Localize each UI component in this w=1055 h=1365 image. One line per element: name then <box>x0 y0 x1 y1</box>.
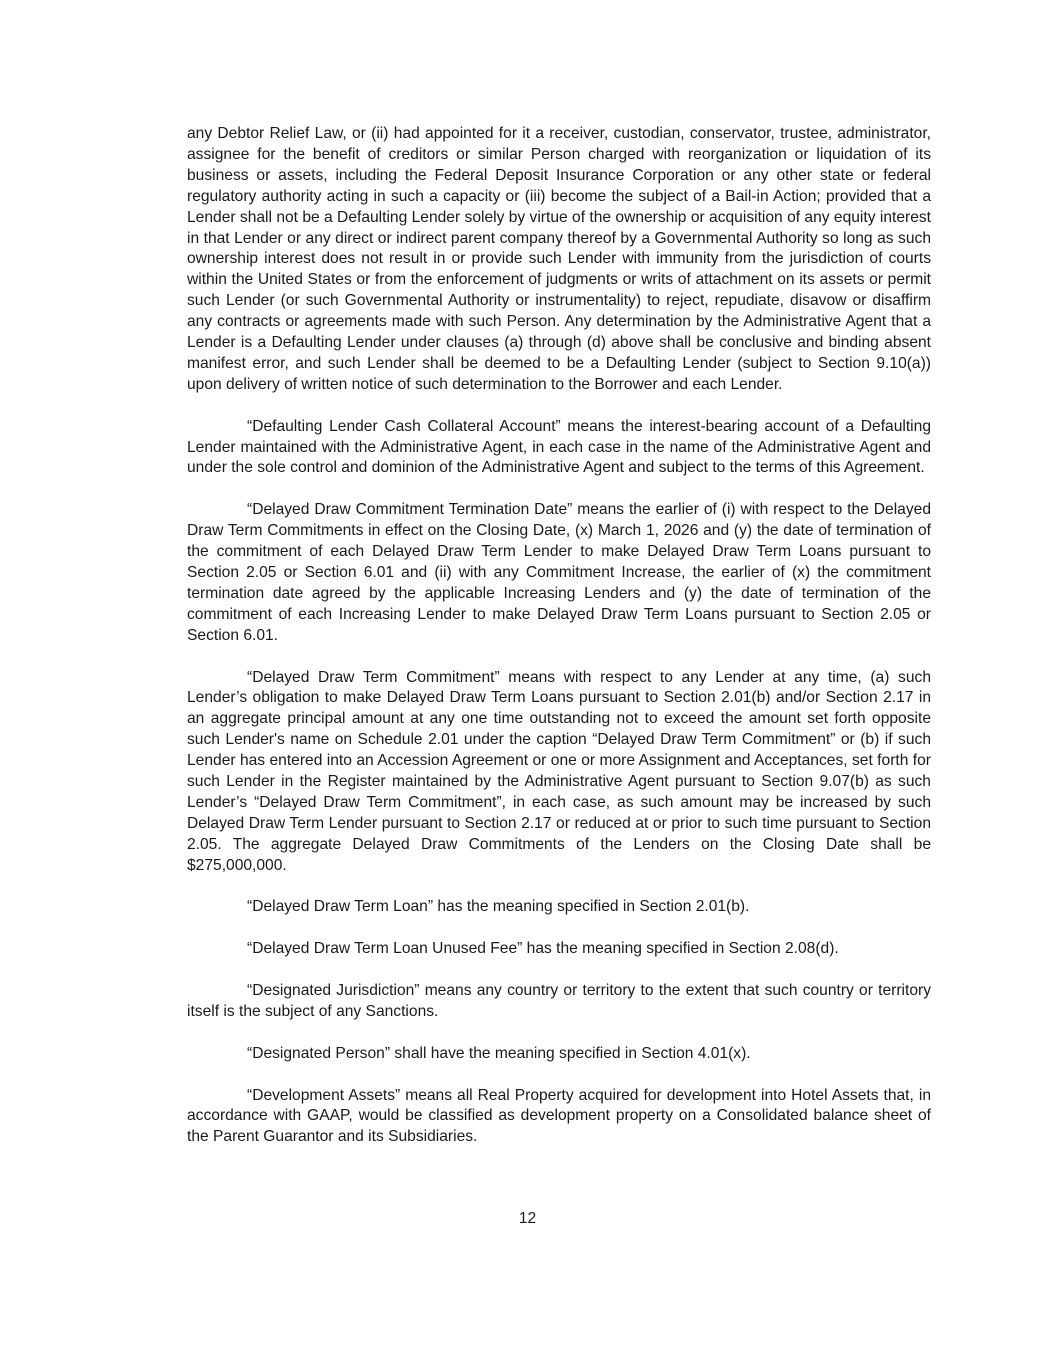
paragraph-delayed-draw-commitment-termination-date: “Delayed Draw Commitment Termination Date” means the earlier of (i) with respect to the Delayed Draw Term Commitments in effect on the Closing Date, (x) March 1, 2026 and (y) the date of termination of the commitment of each Delayed Draw Term Lender to make Delayed Draw Term Loans pursuant to Section 2.05 or Section 6.01 and (ii) with any Commitment Increase, the earlier of (x) the commitment termination date agreed by the applicable Increasing Lenders and (y) the date of termination of the commitment of each Increasing Lender to make Delayed Draw Term Loans pursuant to Section 2.05 or Section 6.01. <box>187 501 931 644</box>
paragraph-development-assets: “Development Assets” means all Real Property acquired for development into Hotel Assets that, in accordance with GAAP, would be classified as development property on a Consolidated balance sheet of the Parent Guarantor and its Subsidiaries. <box>187 1086 931 1146</box>
page-number: 12 <box>518 1210 537 1227</box>
paragraph-delayed-draw-term-loan-unused-fee: “Delayed Draw Term Loan Unused Fee” has the meaning specified in Section 2.08(d). <box>247 940 839 958</box>
paragraph-defaulting-lender-continued: any Debtor Relief Law, or (ii) had appointed for it a receiver, custodian, conservator, trustee, administrator, assignee for the benefit of creditors or similar Person charged with reorganization or liquidation of its business or assets, including the Federal Deposit Insurance Corporation or any other state or federal regulatory authority acting in such a capacity or (iii) become the subject of a Bail-in Action; provided that a Lender shall not be a Defaulting Lender solely by virtue of the ownership or acquisition of any equity interest in that Lender or any direct or indirect parent company thereof by a Governmental Authority so long as such ownership interest does not result in or provide such Lender with immunity from the jurisdiction of courts within the United States or from the enforcement of judgments or writs of attachment on its assets or permit such Lender (or such Governmental Authority or instrumentality) to reject, repudiate, disavow or disaffirm any contracts or agreements made with such Person. Any determination by the Administrative Agent that a Lender is a Defaulting Lender under clauses (a) through (d) above shall be conclusive and binding absent manifest error, and such Lender shall be deemed to be a Defaulting Lender (subject to Section 9.10(a)) upon delivery of written notice of such determination to the Borrower and each Lender. <box>187 125 931 393</box>
paragraph-designated-person: “Designated Person” shall have the meaning specified in Section 4.01(x). <box>247 1044 751 1062</box>
document-body <box>187 124 931 1169</box>
paragraph-delayed-draw-term-commitment: “Delayed Draw Term Commitment” means with respect to any Lender at any time, (a) such Lender’s obligation to make Delayed Draw Term Loans pursuant to Section 2.01(b) and/or Section 2.17 in an aggregate principal amount at any one time outstanding not to exceed the amount set forth opposite such Lender's name on Schedule 2.01 under the caption “Delayed Draw Term Commitment” or (b) if such Lender has entered into an Accession Agreement or one or more Assignment and Acceptances, set forth for such Lender in the Register maintained by the Administrative Agent pursuant to Section 9.07(b) as such Lender’s “Delayed Draw Term Commitment”, in each case, as such amount may be increased by such Delayed Draw Term Lender pursuant to Section 2.17 or reduced at or prior to such time pursuant to Section 2.05. The aggregate Delayed Draw Commitments of the Lenders on the Closing Date shall be $275,000,000. <box>187 668 931 874</box>
paragraph-delayed-draw-term-loan: “Delayed Draw Term Loan” has the meaning specified in Section 2.01(b). <box>247 898 750 916</box>
paragraph-designated-jurisdiction: “Designated Jurisdiction” means any country or territory to the extent that such country or territory itself is the subject of any Sanctions. <box>187 982 931 1020</box>
paragraph-defaulting-lender-cash-collateral-account: “Defaulting Lender Cash Collateral Account” means the interest-bearing account of a Defaulting Lender maintained with the Administrative Agent, in each case in the name of the Administrative Agent and under the sole control and dominion of the Administrative Agent and subject to the terms of this Agreement. <box>187 417 931 477</box>
